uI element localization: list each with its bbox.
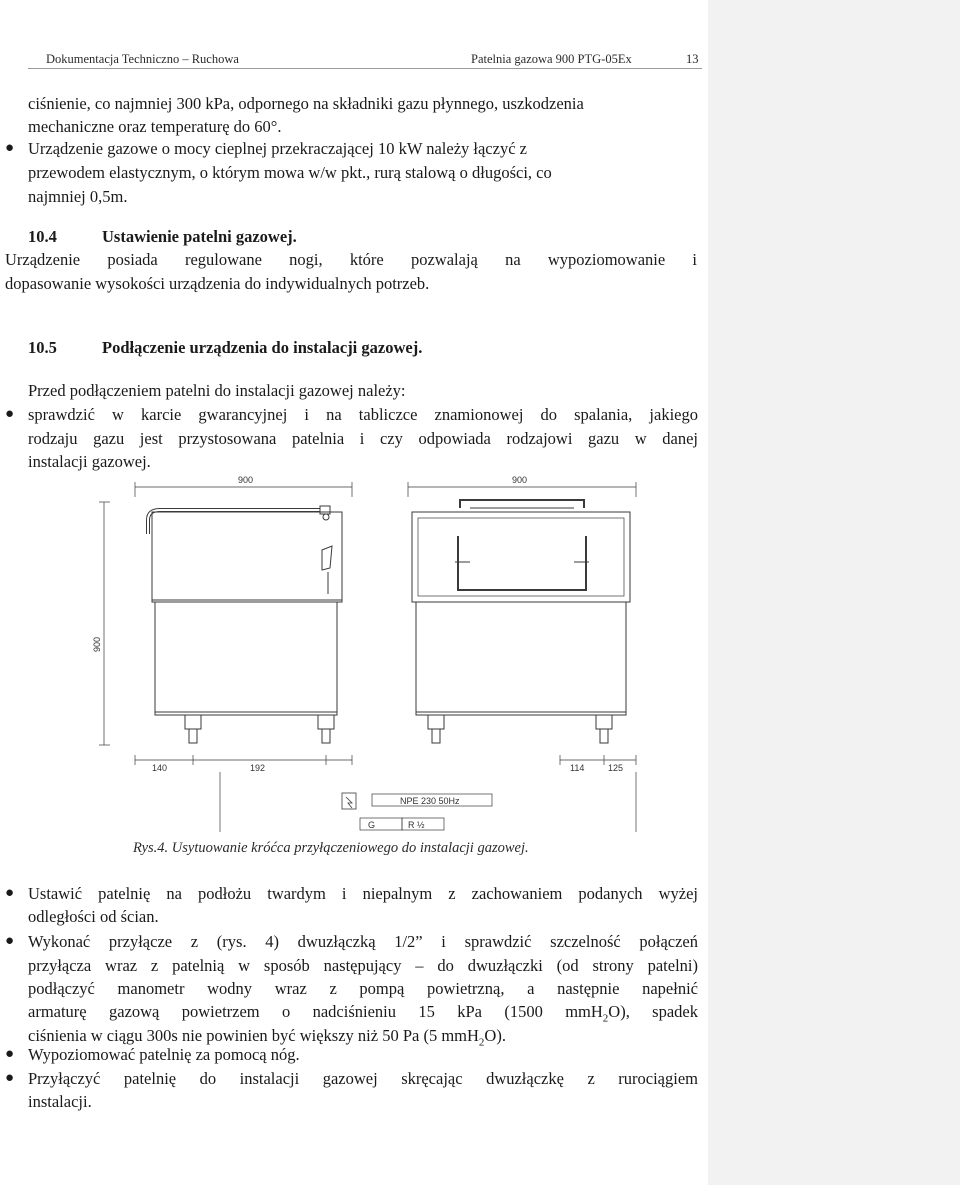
header-page-number: 13: [686, 52, 699, 66]
header-doc-title: Dokumentacja Techniczno – Ruchowa: [46, 52, 239, 66]
intro-bullet-line-2: przewodem elastycznym, o którym mowa w/w pkt., rurą stalową o długości, co: [28, 163, 552, 182]
dim-140: 140: [152, 763, 168, 773]
intro-bullet-line-1: Urządzenie gazowe o mocy cieplnej przekraczającej 10 kW należy łączyć z: [28, 139, 527, 158]
intro-bullet-line-3: najmniej 0,5m.: [28, 187, 128, 206]
dim-width-side: 900: [238, 475, 254, 485]
power-symbol-icon: [342, 793, 356, 809]
step-1-line-2: odległości od ścian.: [28, 907, 159, 926]
side-view: [92, 475, 352, 773]
step-4-line-2: instalacji.: [28, 1092, 92, 1111]
section-10-4-title: Ustawienie patelni gazowej.: [102, 227, 297, 246]
bullet-marker: ●: [5, 885, 15, 901]
section-10-5-number: 10.5: [28, 338, 57, 357]
step-3: Wypoziomować patelnię za pomocą nóg.: [28, 1045, 300, 1064]
section-10-5-bullet-line-1: sprawdzić w karcie gwarancyjnej i na tabliczce znamionowej do spalania, jakiego: [28, 405, 698, 424]
label-gas: G: [368, 820, 376, 830]
intro-line-1: ciśnienie, co najmniej 300 kPa, odpornego na składniki gazu płynnego, uszkodzenia: [28, 94, 584, 113]
bullet-marker: ●: [5, 1070, 15, 1086]
step-2-line-2: przyłącza wraz z patelnią w sposób następujący – do dwuzłączki (od strony patelni): [28, 956, 698, 975]
section-10-5-intro: Przed podłączeniem patelni do instalacji gazowej należy:: [28, 381, 406, 400]
step-2-line-4-end: O), spadek: [608, 1002, 698, 1021]
section-10-5-bullet-line-3: instalacji gazowej.: [28, 452, 151, 471]
front-view: [408, 475, 636, 773]
label-power-supply: NPE 230 50Hz: [400, 796, 460, 806]
step-2-line-5-text: ciśnienia w ciągu 300s nie powinien być większy niż 50 Pa (5 mmH: [28, 1026, 479, 1045]
step-2-line-1: Wykonać przyłącze z (rys. 4) dwuzłączką 1/2” i sprawdzić szczelność połączeń: [28, 932, 698, 951]
label-thread: R ½: [408, 820, 425, 830]
technical-drawing: [90, 472, 640, 842]
section-10-5-bullet-line-2: rodzaju gazu jest przystosowana patelnia i czy odpowiada rodzajowi gazu w danej: [28, 429, 698, 448]
subscript-2: 2: [478, 1036, 485, 1049]
dim-114: 114: [570, 763, 585, 773]
step-2-line-5-end: O).: [484, 1026, 506, 1045]
section-10-4-number: 10.4: [28, 227, 57, 246]
section-10-5-title: Podłączenie urządzenia do instalacji gazowej.: [102, 338, 423, 357]
dim-125: 125: [608, 763, 624, 773]
section-10-4-line-1: Urządzenie posiada regulowane nogi, które pozwalają na wypoziomowanie i: [5, 250, 697, 269]
connection-diagram: [220, 772, 636, 832]
step-4-line-1: Przyłączyć patelnię do instalacji gazowej skręcając dwuzłączkę z rurociągiem: [28, 1069, 698, 1088]
dim-192: 192: [250, 763, 266, 773]
bullet-marker: ●: [5, 1046, 15, 1062]
dim-width-front: 900: [512, 475, 528, 485]
step-2-line-3: podłączyć manometr wodny wraz z pompą powietrzną, a następnie napełnić: [28, 979, 698, 998]
comment-pane: [708, 0, 960, 1185]
figure-caption: Rys.4. Usytuowanie króćca przyłączeniowego do instalacji gazowej.: [133, 840, 529, 856]
step-1-line-1: Ustawić patelnię na podłożu twardym i niepalnym z zachowaniem podanych wyżej: [28, 884, 698, 903]
section-10-4-line-2: dopasowanie wysokości urządzenia do indywidualnych potrzeb.: [5, 274, 430, 293]
bullet-marker: ●: [5, 406, 15, 422]
step-2-line-4-text: armaturę gazową powietrzem o nadciśnieniu 15 kPa (1500 mmH: [28, 1002, 603, 1021]
header-rule: [28, 68, 702, 69]
bullet-marker: ●: [5, 140, 15, 156]
bullet-marker: ●: [5, 933, 15, 949]
subscript-2: 2: [602, 1012, 609, 1025]
intro-line-2: mechaniczne oraz temperaturę do 60°.: [28, 117, 282, 136]
header-product-name: Patelnia gazowa 900 PTG-05Ex: [471, 52, 632, 66]
dim-height: 900: [92, 636, 102, 652]
